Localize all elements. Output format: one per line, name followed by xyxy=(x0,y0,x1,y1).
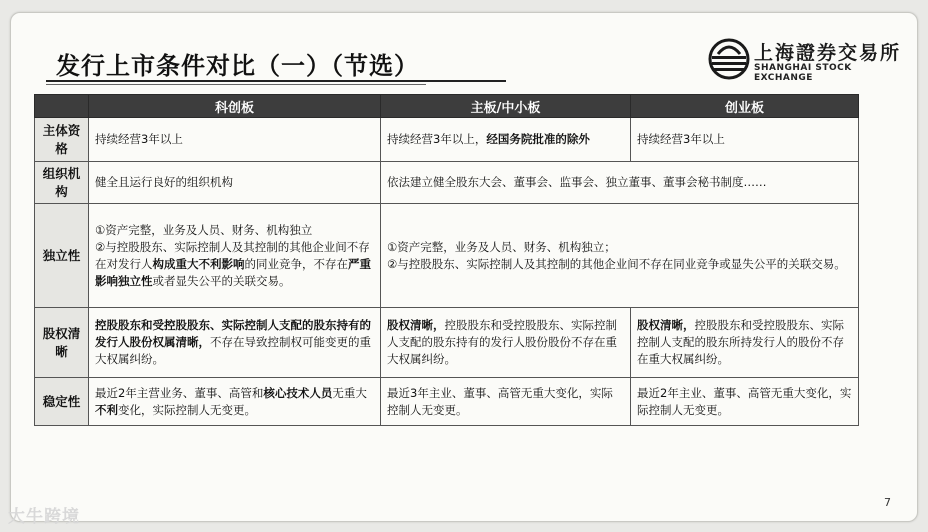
watermark: 大牛跨境 xyxy=(8,507,80,527)
header-chuangye: 创业板 xyxy=(631,95,859,118)
comparison-table xyxy=(34,94,859,426)
title-underline xyxy=(46,80,506,82)
cell-chuangye: 最近2年主业、董事、高管无重大变化，实际控制人无变更。 xyxy=(631,378,859,426)
table-row xyxy=(35,118,859,162)
row-label-equity: 股权清晰 xyxy=(35,308,89,378)
cell-main xyxy=(381,118,631,162)
cell-text: 控股股东和受控股股东、实际控制人支配的股东所持发行人的股份不存在重大权属纠纷。 xyxy=(637,318,844,366)
logo-name-en: SHANGHAI STOCK EXCHANGE xyxy=(754,63,852,83)
table-row xyxy=(35,204,859,308)
cell-kechuang xyxy=(89,308,381,378)
row-label-stability: 稳定性 xyxy=(35,378,89,426)
cell-line: ②与控股股东、实际控制人及其控制的其他企业间不存在同业竞争或显失公平的关联交易。 xyxy=(387,256,846,271)
cell-text-bold: 构成重大不利影响 xyxy=(152,256,245,271)
cell-text: 持续经营3年以上， xyxy=(387,132,487,146)
page-title: 发行上市条件对比（一）（节选） xyxy=(56,52,419,80)
cell-main xyxy=(381,308,631,378)
cell-text: 不存在导致控制权可能变更的重大权属纠纷。 xyxy=(95,335,371,366)
cell-chuangye: 持续经营3年以上 xyxy=(631,118,859,162)
table-header-row xyxy=(35,95,859,118)
cell-line xyxy=(95,239,374,290)
header-kechuang: 科创板 xyxy=(89,95,381,118)
cell-text-bold: 控股股东和受控股股东、实际控制人支配的股东持有的发行人股份权属清晰， xyxy=(95,318,371,349)
cell-chuangye xyxy=(631,308,859,378)
cell-text: 变化，实际控制人无变更。 xyxy=(118,402,256,417)
cell-kechuang xyxy=(89,378,381,426)
cell-text-bold: 不利 xyxy=(95,402,118,417)
cell-text: 最近2年主营业务、董事、高管和 xyxy=(95,385,264,400)
cell-main: 最近3年主业、董事、高管无重大变化，实际控制人无变更。 xyxy=(381,378,631,426)
sse-logo xyxy=(708,38,908,83)
cell-merged: 依法建立健全股东大会、董事会、监事会、独立董事、董事会秘书制度…… xyxy=(381,162,859,204)
cell-line: ①资产完整，业务及人员、财务、机构独立； xyxy=(387,239,616,254)
cell-text-bold: 经国务院批准的除外 xyxy=(486,132,590,146)
cell-text-bold: 严重影响独立性 xyxy=(95,256,371,288)
cell-text: 无重大 xyxy=(332,385,367,400)
cell-line: ①资产完整，业务及人员、财务、机构独立 xyxy=(95,222,313,237)
title-underline-secondary xyxy=(46,84,426,85)
header-main: 主板/中小板 xyxy=(381,95,631,118)
sse-logo-icon xyxy=(708,38,750,80)
cell-kechuang xyxy=(89,204,381,308)
cell-text-bold: 股权清晰， xyxy=(387,318,445,332)
cell-text: ②与控股股东、实际控制人及其控制的其他企业间不存在对发行人 xyxy=(95,239,370,271)
table-row xyxy=(35,162,859,204)
cell-kechuang: 健全且运行良好的组织机构 xyxy=(89,162,381,204)
row-label-independence: 独立性 xyxy=(35,204,89,308)
row-label-subject: 主体资格 xyxy=(35,118,89,162)
row-label-organization: 组织机构 xyxy=(35,162,89,204)
table-row xyxy=(35,308,859,378)
page-number: 7 xyxy=(884,496,891,509)
cell-text-bold: 核心技术人员 xyxy=(263,385,333,400)
cell-text: 或者显失公平的关联交易。 xyxy=(152,273,291,288)
cell-text-bold: 股权清晰， xyxy=(637,318,695,332)
header-corner xyxy=(35,95,89,118)
logo-name-cn: 上海證券交易所 xyxy=(754,42,902,64)
cell-text: 的同业竞争，不存在 xyxy=(244,256,348,271)
cell-merged xyxy=(381,204,859,308)
cell-text: 控股股东和受控股股东、实际控制人支配的股东持有的发行人股份股份不存在重大权属纠纷。 xyxy=(387,318,617,366)
cell-kechuang: 持续经营3年以上 xyxy=(89,118,381,162)
table-row xyxy=(35,378,859,426)
